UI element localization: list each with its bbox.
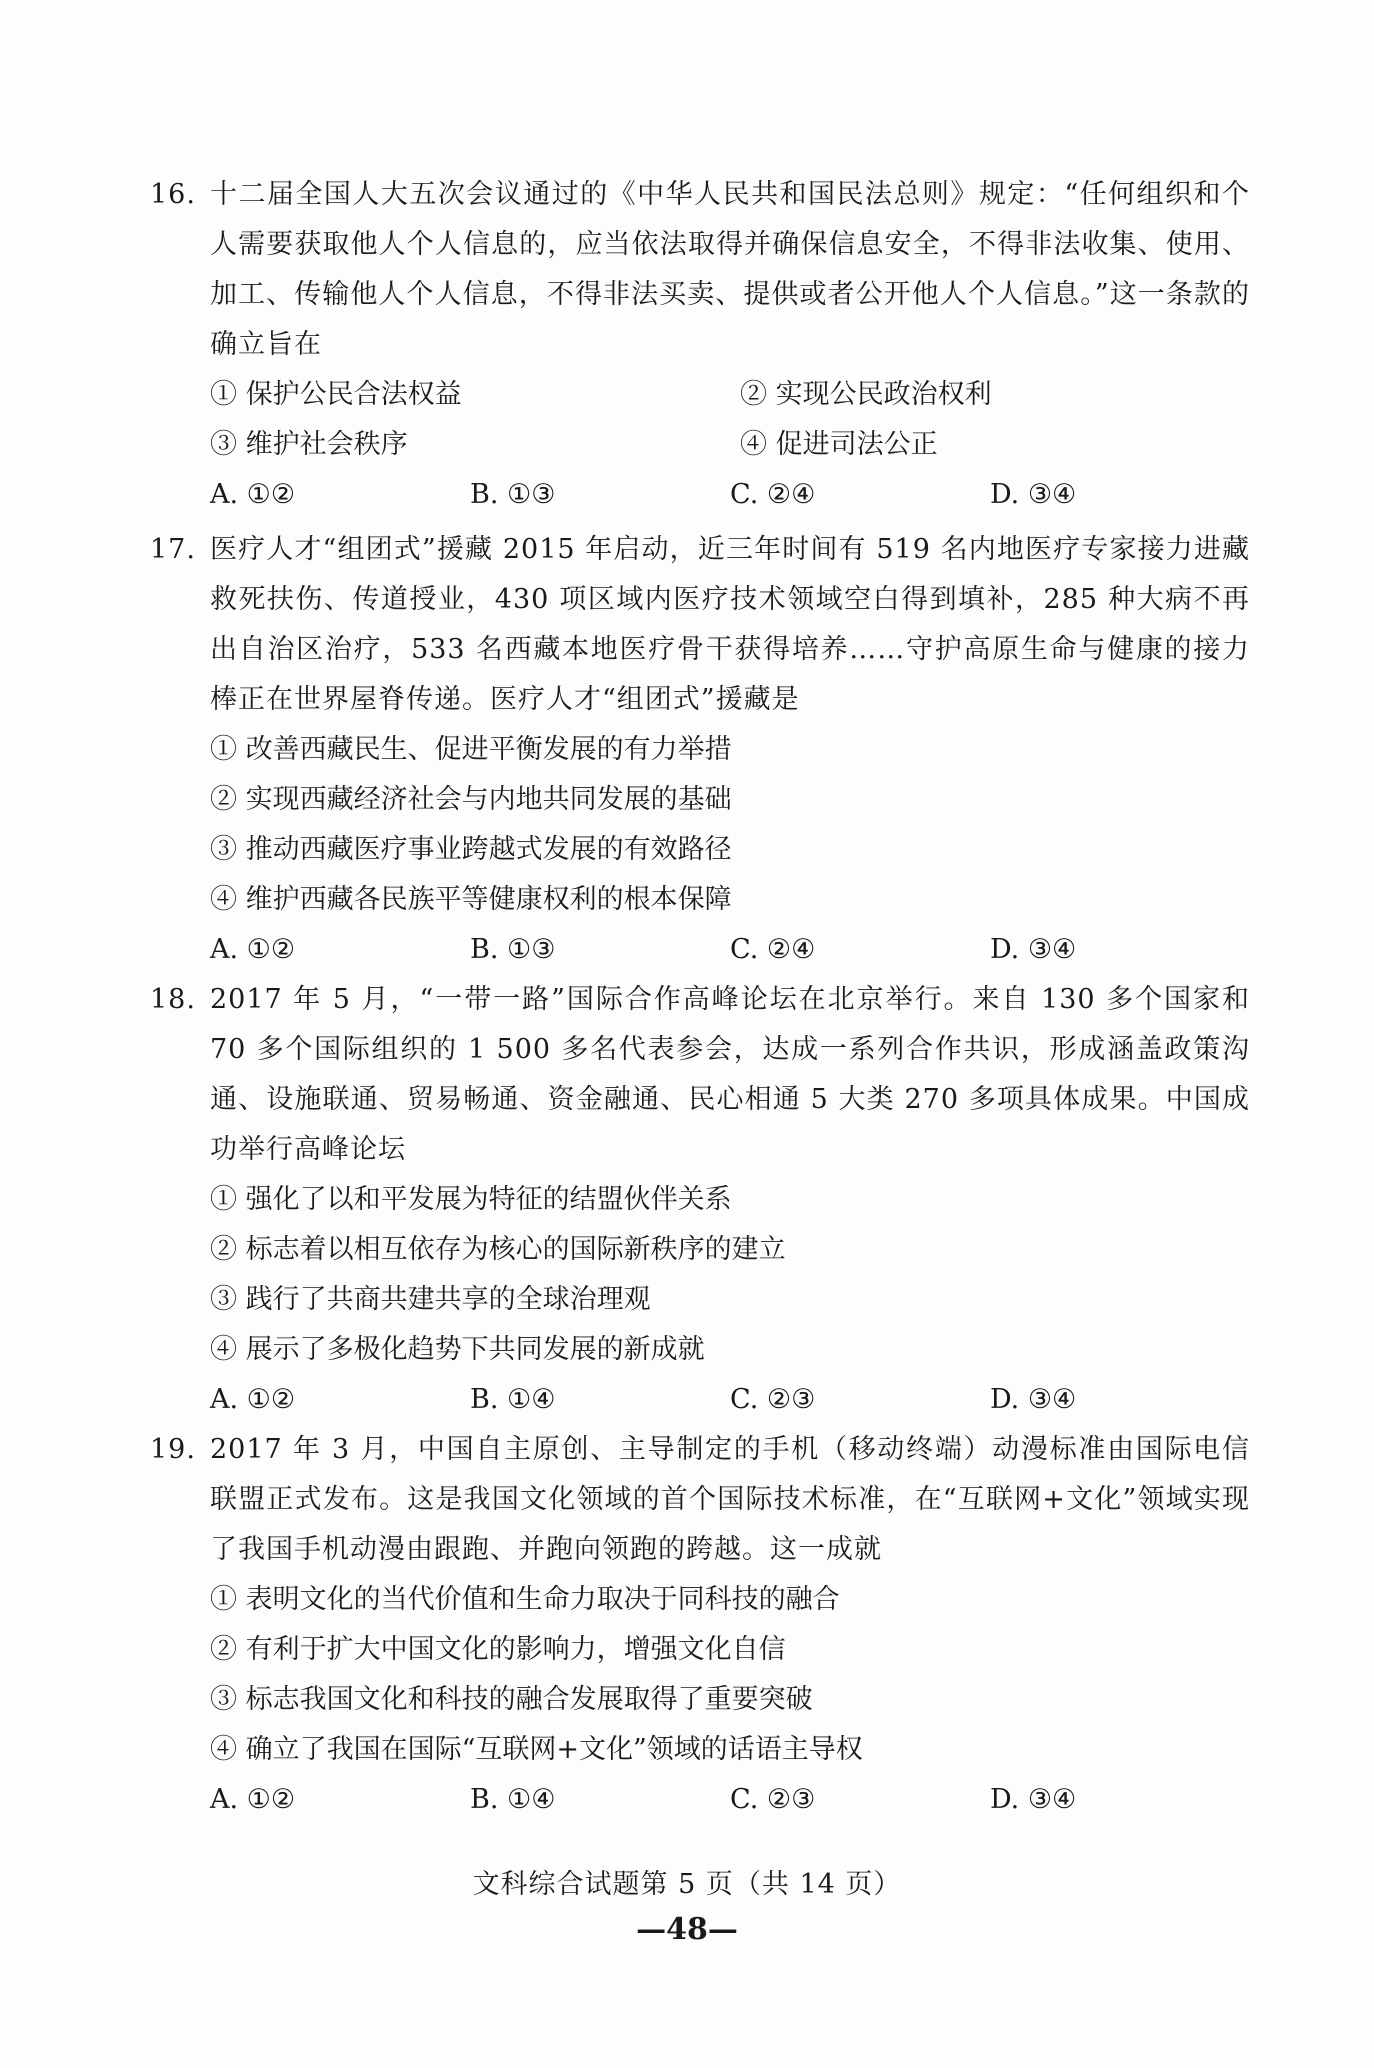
option-1: ① 表明文化的当代价值和生命力取决于同科技的融合 (210, 1584, 840, 1615)
answer-d: D. ③④ (990, 479, 1077, 510)
option-2: ② 实现西藏经济社会与内地共同发展的基础 (210, 784, 732, 815)
question-stem (150, 170, 1250, 370)
question-stem (150, 525, 1250, 725)
option-list (150, 1175, 1250, 1375)
option-3: ③ 推动西藏医疗事业跨越式发展的有效路径 (210, 834, 732, 865)
option-list (150, 725, 1250, 925)
answer-choices (150, 1375, 1250, 1425)
answer-c: C. ②④ (730, 479, 816, 510)
question-text: 2017 年 3 月，中国自主原创、主导制定的手机（移动终端）动漫标准由国际电信联盟正式发布。这是我国文化领域的首个国际技术标准，在“互联网+文化”领域实现了我国手机动漫由跟跑、并跑向领跑的跨越。这一成就 (210, 1434, 1250, 1565)
question-text: 医疗人才“组团式”援藏 2015 年启动，近三年时间有 519 名内地医疗专家接力进藏救死扶伤、传道授业，430 项区域内医疗技术领域空白得到填补，285 种大病不再出自治区治疗，533 名西藏本地医疗骨干获得培养……守护高原生命与健康的接力棒正在世界屋脊传递。医疗人才“组团式”援藏是 (210, 534, 1250, 715)
page-footer-title: 文科综合试题第 5 页（共 14 页） (472, 1869, 902, 1900)
option-3: ③ 标志我国文化和科技的融合发展取得了重要突破 (210, 1684, 813, 1715)
answer-choices (150, 925, 1250, 975)
answer-a: A. ①② (210, 1384, 296, 1415)
option-3: ③ 维护社会秩序 (210, 429, 408, 460)
answer-c: C. ②④ (730, 934, 816, 965)
question-16 (150, 170, 1250, 520)
answer-d: D. ③④ (990, 1384, 1077, 1415)
question-number: 17. (150, 534, 196, 565)
question-stem (150, 975, 1250, 1175)
answer-a: A. ①② (210, 479, 296, 510)
answer-b: B. ①③ (470, 479, 556, 510)
answer-choices (150, 1775, 1250, 1825)
option-1: ① 改善西藏民生、促进平衡发展的有力举措 (210, 734, 732, 765)
question-number: 16. (150, 179, 196, 210)
option-4: ④ 确立了我国在国际“互联网+文化”领域的话语主导权 (210, 1734, 863, 1765)
option-1: ① 强化了以和平发展为特征的结盟伙伴关系 (210, 1184, 732, 1215)
option-2: ② 标志着以相互依存为核心的国际新秩序的建立 (210, 1234, 786, 1265)
option-list (150, 1575, 1250, 1775)
answer-c: C. ②③ (730, 1384, 816, 1415)
answer-b: B. ①④ (470, 1384, 556, 1415)
question-text: 十二届全国人大五次会议通过的《中华人民共和国民法总则》规定：“任何组织和个人需要获取他人个人信息的，应当依法取得并确保信息安全，不得非法收集、使用、加工、传输他人个人信息，不得非法买卖、提供或者公开他人个人信息。”这一条款的确立旨在 (210, 179, 1250, 360)
answer-a: A. ①② (210, 934, 296, 965)
answer-a: A. ①② (210, 1784, 296, 1815)
option-2: ② 有利于扩大中国文化的影响力，增强文化自信 (210, 1634, 786, 1665)
option-grid (150, 370, 1250, 470)
answer-d: D. ③④ (990, 1784, 1077, 1815)
option-1: ① 保护公民合法权益 (210, 379, 462, 410)
question-number: 18. (150, 984, 196, 1015)
question-text: 2017 年 5 月，“一带一路”国际合作高峰论坛在北京举行。来自 130 多个国家和 70 多个国际组织的 1 500 多名代表参会，达成一系列合作共识，形成涵盖政策沟通、设施联通、贸易畅通、资金融通、民心相通 5 大类 270 多项具体成果。中国成功举行高峰论坛 (210, 984, 1250, 1165)
question-number: 19. (150, 1434, 196, 1465)
question-19 (150, 1425, 1250, 1825)
option-4: ④ 展示了多极化趋势下共同发展的新成就 (210, 1334, 705, 1365)
option-4: ④ 维护西藏各民族平等健康权利的根本保障 (210, 884, 732, 915)
answer-b: B. ①④ (470, 1784, 556, 1815)
question-18 (150, 975, 1250, 1425)
answer-c: C. ②③ (730, 1784, 816, 1815)
answer-choices (150, 470, 1250, 520)
question-17 (150, 525, 1250, 975)
option-2: ② 实现公民政治权利 (740, 379, 992, 410)
option-3: ③ 践行了共商共建共享的全球治理观 (210, 1284, 651, 1315)
answer-d: D. ③④ (990, 934, 1077, 965)
question-stem (150, 1425, 1250, 1575)
page-number: —48— (636, 1912, 738, 1947)
answer-b: B. ①③ (470, 934, 556, 965)
option-4: ④ 促进司法公正 (740, 429, 938, 460)
